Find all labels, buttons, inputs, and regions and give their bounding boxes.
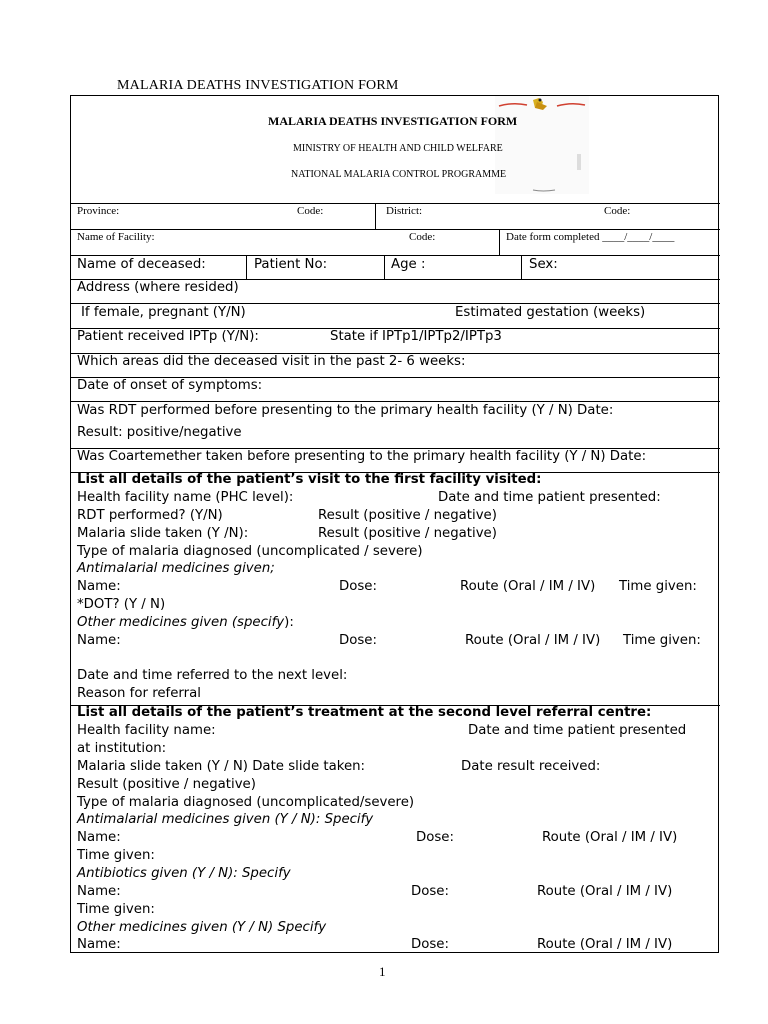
age-label: Age : <box>391 257 426 272</box>
sl-malaria-type-label: Type of malaria diagnosed (uncomplicated/severe) <box>77 795 415 810</box>
province-code-label: Code: <box>297 205 324 217</box>
ff-other-med-colon: ): <box>284 615 294 630</box>
sl-at-institution-label: at institution: <box>77 741 167 756</box>
coartemether-label: Was Coartemether taken before presenting to the primary health facility (Y / N) Date: <box>77 449 647 464</box>
ff-antimalarial-label: Antimalarial medicines given; <box>77 561 275 576</box>
ff-dot-label: *DOT? (Y / N) <box>77 597 166 612</box>
rdt-result-label: Result: positive/negative <box>77 425 242 440</box>
iptp-state-label: State if IPTp1/IPTp2/IPTp3 <box>330 329 502 344</box>
ff-rdt-result-label: Result (positive / negative) <box>318 508 497 523</box>
pregnant-label: If female, pregnant (Y/N) <box>81 305 246 320</box>
ff-other-med-text: Other medicines given (specify <box>77 615 285 630</box>
ff-reason-label: Reason for referral <box>77 686 201 701</box>
sl-antimalarial-label: Antimalarial medicines given (Y / N): Specify <box>77 812 374 827</box>
ff-rdt-performed-label: RDT performed? (Y/N) <box>77 508 223 523</box>
page-number: 1 <box>379 964 386 979</box>
sl-ab-dose-label: Dose: <box>411 884 449 899</box>
sl-am-time-label: Time given: <box>77 848 155 863</box>
sl-date-presented-label: Date and time patient presented <box>468 723 687 738</box>
sl-am-name-label: Name: <box>77 830 121 845</box>
province-label: Province: <box>77 205 120 217</box>
rdt-before-label: Was RDT performed before presenting to the primary health facility (Y / N) Date: <box>77 403 614 418</box>
district-code-label: Code: <box>604 205 631 217</box>
sl-antibiotics-label: Antibiotics given (Y / N): Specify <box>77 866 291 881</box>
patient-no-label: Patient No: <box>254 257 328 272</box>
sl-ab-name-label: Name: <box>77 884 121 899</box>
ff-date-presented-label: Date and time patient presented: <box>438 490 661 505</box>
sl-am-dose-label: Dose: <box>416 830 454 845</box>
ff-hf-name-label: Health facility name (PHC level): <box>77 490 294 505</box>
document-title: MALARIA DEATHS INVESTIGATION FORM <box>117 78 399 93</box>
programme-name: NATIONAL MALARIA CONTROL PROGRAMME <box>291 169 507 180</box>
address-label: Address (where resided) <box>77 280 239 295</box>
ff-med-name-label: Name: <box>77 579 121 594</box>
sl-hf-name-label: Health facility name: <box>77 723 216 738</box>
second-level-heading: List all details of the patient’s treatment at the second level referral centre: <box>77 705 652 720</box>
district-label: District: <box>386 205 423 217</box>
ff-other-route-label: Route (Oral / IM / IV) <box>465 633 601 648</box>
deceased-name-label: Name of deceased: <box>77 257 206 272</box>
ff-other-name-label: Name: <box>77 633 121 648</box>
gestation-label: Estimated gestation (weeks) <box>455 305 646 320</box>
sl-am-route-label: Route (Oral / IM / IV) <box>542 830 678 845</box>
iptp-received-label: Patient received IPTp (Y/N): <box>77 329 259 344</box>
sl-other-med-label: Other medicines given (Y / N) Specify <box>77 920 327 935</box>
ff-other-med-label <box>77 615 294 630</box>
ff-slide-result-label: Result (positive / negative) <box>318 526 497 541</box>
ff-med-dose-label: Dose: <box>339 579 377 594</box>
ff-referred-label: Date and time referred to the next level: <box>77 668 348 683</box>
sl-ab-route-label: Route (Oral / IM / IV) <box>537 884 673 899</box>
sl-result-label: Result (positive / negative) <box>77 777 256 792</box>
coat-of-arms-logo <box>493 96 591 194</box>
facility-code-label: Code: <box>409 231 436 243</box>
sl-slide-label: Malaria slide taken (Y / N) Date slide taken: <box>77 759 366 774</box>
sl-other-route-label: Route (Oral / IM / IV) <box>537 937 673 952</box>
areas-visited-label: Which areas did the deceased visit in the past 2- 6 weeks: <box>77 354 466 369</box>
sl-other-name-label: Name: <box>77 937 121 952</box>
ff-med-route-label: Route (Oral / IM / IV) <box>460 579 596 594</box>
date-form-completed-label: Date form completed ____/____/____ <box>506 231 675 243</box>
sex-label: Sex: <box>529 257 558 272</box>
ff-med-time-label: Time given: <box>619 579 697 594</box>
ff-other-time-label: Time given: <box>623 633 701 648</box>
first-facility-heading: List all details of the patient’s visit to the first facility visited: <box>77 472 542 487</box>
ff-slide-taken-label: Malaria slide taken (Y /N): <box>77 526 249 541</box>
sl-date-result-label: Date result received: <box>461 759 601 774</box>
ministry-name: MINISTRY OF HEALTH AND CHILD WELFARE <box>293 143 503 154</box>
form-heading: MALARIA DEATHS INVESTIGATION FORM <box>268 114 518 128</box>
sl-ab-time-label: Time given: <box>77 902 155 917</box>
ff-other-dose-label: Dose: <box>339 633 377 648</box>
facility-name-label: Name of Facility: <box>77 231 155 243</box>
ff-malaria-type-label: Type of malaria diagnosed (uncomplicated / severe) <box>77 544 423 559</box>
onset-date-label: Date of onset of symptoms: <box>77 378 263 393</box>
sl-other-dose-label: Dose: <box>411 937 449 952</box>
